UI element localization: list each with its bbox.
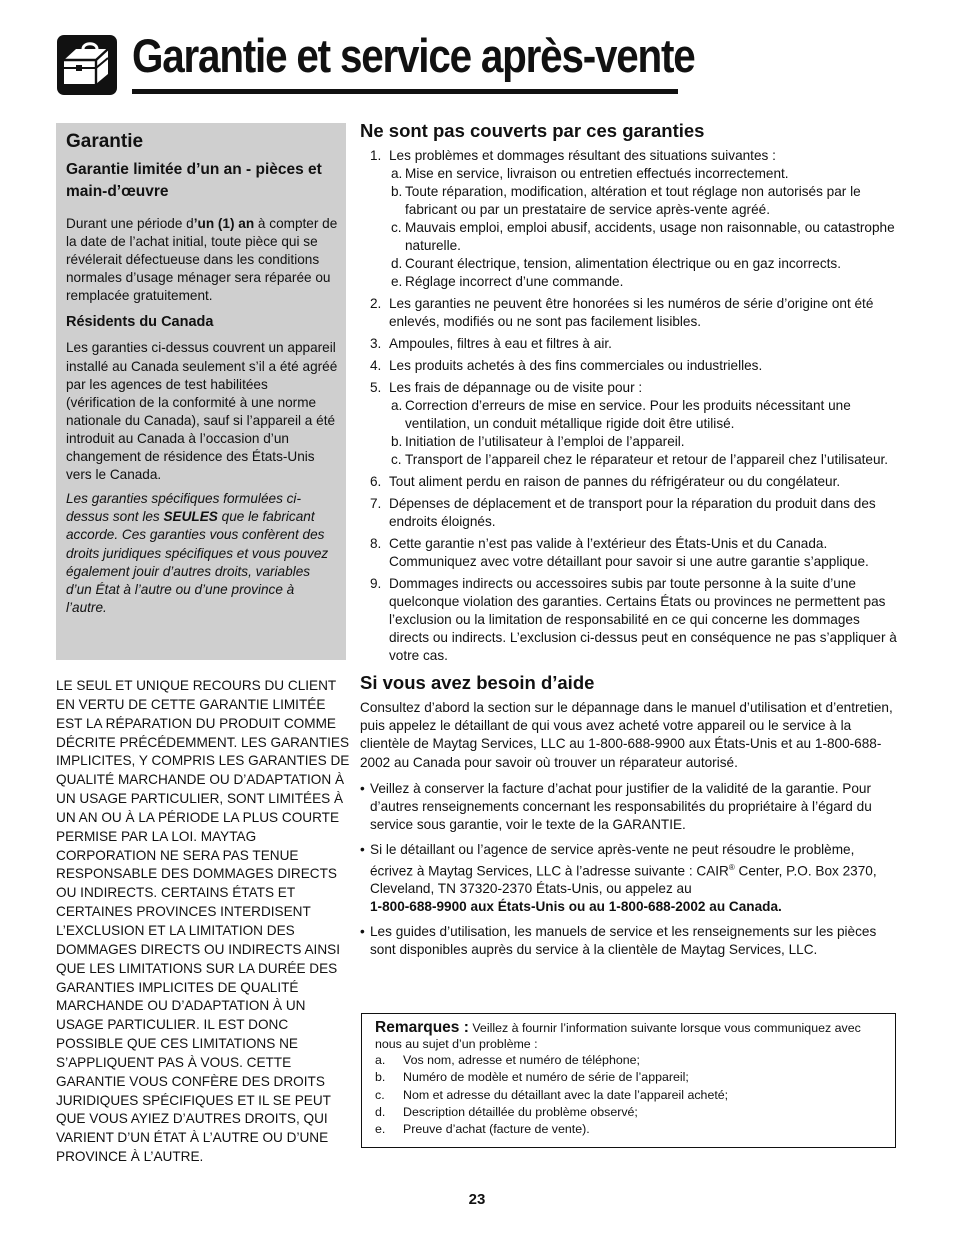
- list-item: 7. Dépenses de déplacement et de transport pour la réparation du produit dans des endroits éloignés.: [370, 496, 876, 529]
- sub-list-item: c. Transport de l’appareil chez le réparateur et retour de l’appareil chez l’utilisateur.: [391, 452, 889, 467]
- title-underline: [132, 89, 678, 94]
- remarks-box: [361, 1013, 896, 1148]
- list-item: • Les guides d’utilisation, les manuels de service et les renseignements sur les pièces sont disponibles auprès du service à la clientèle de Maytag Services, LLC.: [360, 924, 877, 958]
- list-item: 5. Les frais de dépannage ou de visite pour : a. Correction d’erreurs de mise en service. Pour les produits nécessitant une ventilation, un conduit métallique rigide doit être utilisé. b. Initiation de l’utilisateur à l’emploi de l’appareil. c. Transport de l’appareil chez le réparateur et retour de l’appareil chez l’utilisateur.: [360, 379, 900, 469]
- help-heading: Si vous avez besoin d’aide: [360, 672, 595, 693]
- list-item: 1. Les problèmes et dommages résultant des situations suivantes : a. Mise en service, livraison ou entretien effectués incorrectement. b. Toute réparation, modification, altération et tout réglage non autorisés par le fabricant ou par un prestataire de service après-vente agréé. c. Mauvais emploi, emploi abusif, accidents, usage non raisonnable, ou catastrophe naturelle. d. Courant électrique, tension, alimentation électrique ou en gaz incorrects. e. Réglage incorrect d’une commande.: [360, 147, 900, 291]
- not-covered-heading: Ne sont pas couverts par ces garanties: [360, 120, 705, 141]
- list-item: 8. Cette garantie n’est pas valide à l’extérieur des États-Unis et du Canada. Communiquez avec votre détaillant pour savoir si une autre garantie s’applique.: [370, 536, 869, 569]
- help-intro: Consultez d’abord la section sur le dépannage dans le manuel d’utilisation et d’entretien, puis appelez le détaillant de qui vous avez acheté votre appareil ou le service à la clientèle de Maytag Services, LLC au 1-800-688-9900 aux États-Unis et au 1-800-688-2002 au Canada pour savoir où trouver un réparateur autorisé.: [360, 700, 893, 770]
- warranty-box: [56, 123, 346, 660]
- sub-list-item: b. Toute réparation, modification, altération et tout réglage non autorisés par le fabricant ou par un prestataire de service après-vente agréé.: [391, 184, 861, 217]
- list-item: 2. Les garanties ne peuvent être honorées si les numéros de série d’origine ont été enlevés, modifiés ou ne sont pas facilement lisibles.: [370, 296, 874, 329]
- limitation-paragraph: LE SEUL ET UNIQUE RECOURS DU CLIENT EN VERTU DE CETTE GARANTIE LIMITÉE EST LA RÉPARATION DU PRODUIT COMME DÉCRITE PRÉCÉDEMMENT. LES GARANTIES IMPLICITES, Y COMPRIS LES GARANTIES DE QUALITÉ MARCHANDE OU D’ADAPTATION À UN USAGE PARTICULIER, SONT LIMITÉES À UN AN OU À LA PÉRIODE LA PLUS COURTE PERMISE PAR LA LOI. MAYTAG CORPORATION NE SERA PAS TENUE RESPONSABLE DES DOMMAGES DIRECTS OU INDIRECTS. CERTAINS ÉTATS ET CERTAINES PROVINCES INTERDISENT L’EXCLUSION ET LA LIMITATION DES DOMMAGES DIRECTS OU INDIRECTS AINSI QUE LES LIMITATIONS SUR LA DURÉE DES GARANTIES IMPLICITES DE QUALITÉ MARCHANDE OU D’ADAPTATION À UN USAGE PARTICULIER. IL EST DONC POSSIBLE QUE CES LIMITATIONS NE S’APPLIQUENT PAS À VOUS. CETTE GARANTIE VOUS CONFÈRE DES DROITS JURIDIQUES SPÉCIFIQUES ET IL SE PEUT QUE VOUS AYIEZ D’AUTRES DROITS, QUI VARIENT D’UN ÉTAT À L’AUTRE OU D’UNE PROVINCE À L’AUTRE.: [56, 678, 350, 1165]
- right-column: [360, 119, 900, 966]
- sub-list-item: d. Courant électrique, tension, alimentation électrique ou en gaz incorrects.: [391, 256, 842, 271]
- sub-list-item: a. Correction d’erreurs de mise en service. Pour les produits nécessitant une ventilation, un conduit métallique rigide doit être utilisé.: [391, 398, 851, 431]
- sub-list-item: c. Mauvais emploi, emploi abusif, accidents, usage non raisonnable, ou catastrophe naturelle.: [391, 220, 895, 253]
- list-item: • Si le détaillant ou l’agence de service après-vente ne peut résoudre le problème, écrivez à Maytag Services, LLC à l’adresse suivante : CAIR® Center, P.O. Box 2370, Cleveland, TN 37320-2370 États-Unis, ou appelez au 1-800-688-9900 aux États-Unis ou au 1-800-688-2002 au Canada.: [360, 841, 877, 915]
- sub-list-item: e. Réglage incorrect d’une commande.: [391, 274, 624, 289]
- page-number: 23: [468, 1191, 486, 1208]
- list-item: 6. Tout aliment perdu en raison de pannes du réfrigérateur ou du congélateur.: [370, 474, 841, 489]
- list-item: d. Description détaillée du problème observé;: [375, 1104, 638, 1119]
- sub-list-item: b. Initiation de l’utilisateur à l’emploi de l’appareil.: [391, 434, 685, 449]
- sub-list-item: a. Mise en service, livraison ou entretien effectués incorrectement.: [391, 166, 789, 181]
- warranty-subheading: Garantie limitée d’un an - pièces et main-d’œuvre: [66, 161, 322, 200]
- warranty-heading: Garantie: [66, 131, 144, 152]
- canada-heading: Résidents du Canada: [66, 314, 214, 331]
- toolbox-icon: [56, 34, 118, 96]
- list-item: a. Vos nom, adresse et numéro de téléphone;: [375, 1053, 640, 1067]
- canada-paragraph: Les garanties ci-dessus couvrent un appareil installé au Canada seulement s’il a été agréé par les agences de test habilitées (vérification de la conformité à une norme nationale du Canada), sauf si l’appareil a été introduit au Canada à l’occasion d’un changement de résidence des États-Unis vers le Canada.: [66, 340, 338, 483]
- page-title: Garantie et service après-vente: [132, 29, 695, 82]
- list-item: b. Numéro de modèle et numéro de série de l’appareil;: [375, 1070, 689, 1085]
- list-item: e. Preuve d’achat (facture de vente).: [375, 1122, 590, 1137]
- list-item: 4. Les produits achetés à des fins commerciales ou industrielles.: [370, 358, 763, 373]
- warranty-paragraph: Durant une période d’un (1) an à compter de la date de l’achat initial, toute pièce qui se révélerait défectueuse dans les conditions normales d’usage ménager sera réparée ou remplacée gratuitement.: [66, 216, 338, 304]
- not-covered-list: [360, 147, 900, 665]
- help-list: [360, 780, 900, 960]
- remarks-list: [375, 1052, 887, 1138]
- list-item: • Veillez à conserver la facture d’achat pour justifier de la validité de la garantie. Pour d’autres renseignements concernant les responsabilités du propriétaire à l’égard du service sous garantie, voir le texte de la GARANTIE.: [360, 780, 872, 832]
- specific-warranty-note: Les garanties spécifiques formulées ci-dessus sont les SEULES que le fabricant accorde. Ces garanties vous confèrent des droits juridiques spécifiques et vous pouvez également jouir d’autres droits, variables d’un État à l’autre ou d’une province à l’autre.: [66, 491, 329, 615]
- list-item: 9. Dommages indirects ou accessoires subis par toute personne à la suite d’une quelconque violation des garanties. Certains États ou provinces ne permettent pas l’exclusion ou la limitation de responsabilité en ce qui concerne les dommages directs ou indirects. L’exclusion ci-dessus peut en conséquence ne pas s’appliquer à votre cas.: [370, 576, 897, 663]
- remarks-lead: Remarques : Veillez à fournir l’information suivante lorsque vous communiquez avec nous au sujet d’un problème :: [375, 1019, 861, 1051]
- list-item: c. Nom et adresse du détaillant avec la date l’appareil acheté;: [375, 1087, 729, 1102]
- list-item: 3. Ampoules, filtres à eau et filtres à air.: [370, 336, 612, 351]
